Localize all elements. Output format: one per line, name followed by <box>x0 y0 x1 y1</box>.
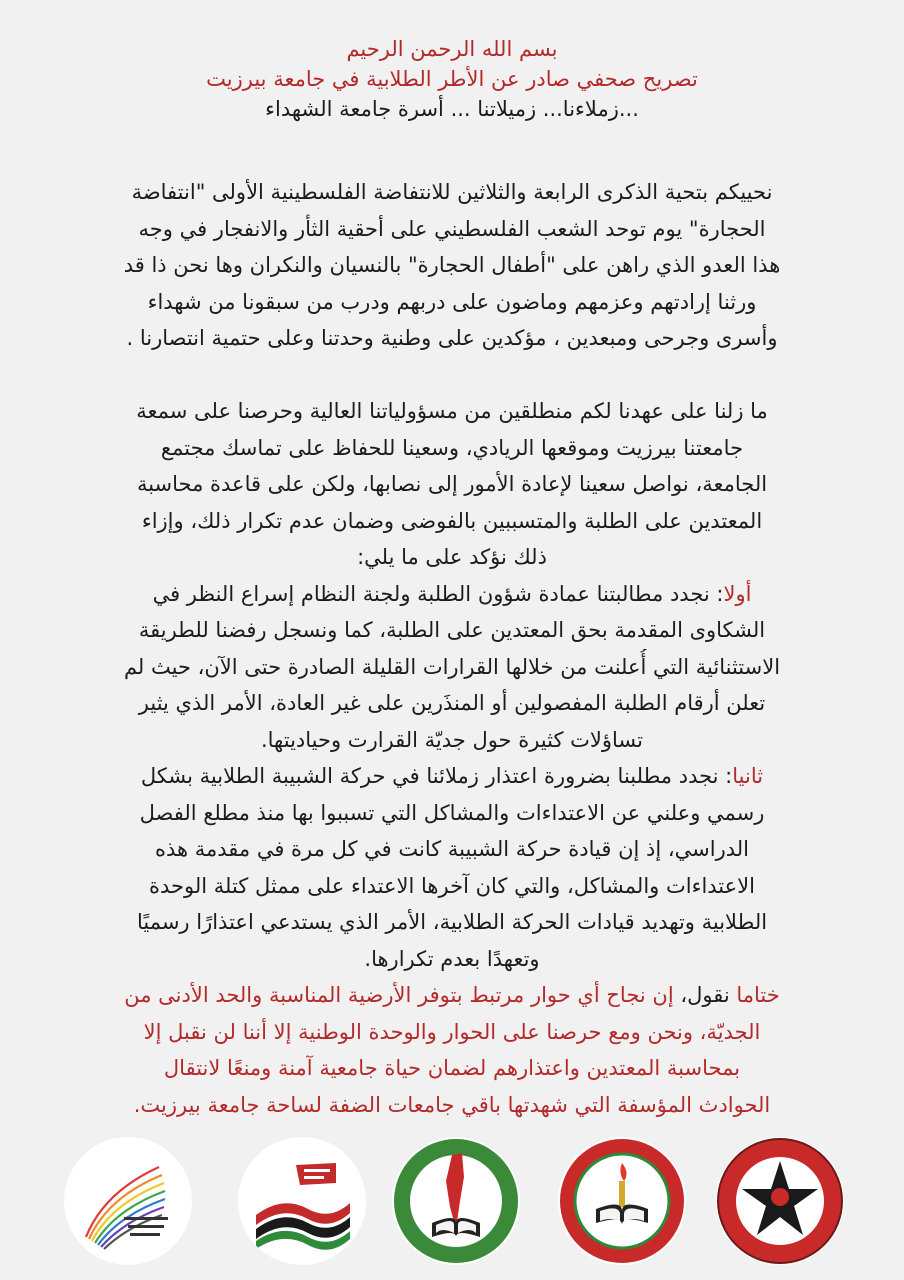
text-line: رسمي وعلني عن الاعتداءات والمشاكل التي تسببوا بها منذ مطلع الفصل <box>139 800 765 825</box>
text-line: وأسرى وجرحى ومبعدين ، مؤكدين على وطنية وحدتنا وعلى حتمية انتصارنا . <box>126 326 778 350</box>
text-line: الشكاوى المقدمة بحق المعتدين على الطلبة، كما ونسجل رفضنا للطريقة <box>138 618 766 642</box>
union-bloc-logo <box>238 1137 366 1265</box>
header <box>0 34 904 124</box>
closing-label: ختاما <box>736 983 780 1007</box>
second-lead: : نجدد مطلبنا بضرورة اعتذار زملائنا في حركة الشبيبة الطلابية بشكل <box>140 764 733 788</box>
text-line: الجامعة، نواصل سعينا لإعادة الأمور إلى نصابها، ولكن على قاعدة محاسبة <box>136 472 768 496</box>
second-label: ثانيا <box>732 764 764 788</box>
text-line: بمحاسبة المعتدين واعتذارهم لضمان حياة جامعية آمنة ومنعًا لانتقال <box>163 1056 741 1080</box>
logos-row <box>0 1137 904 1267</box>
text-line: ما زلنا على عهدنا لكم منطلقين من مسؤولياتنا العالية وحرصنا على سمعة <box>136 399 768 423</box>
second-point <box>60 758 844 795</box>
closing-lead: إن نجاح أي حوار مرتبط بتوفر الأرضية المناسبة والحد الأدنى من <box>124 983 674 1007</box>
first-lead: : نجدد مطالبتنا عمادة شؤون الطلبة ولجنة النظام إسراع النظر في <box>152 581 724 606</box>
text-line: الحجارة" يوم توحد الشعب الفلسطيني على أحقية الثأر والانفجار في وجه <box>138 216 766 241</box>
student-unity-bloc-logo <box>716 1137 844 1265</box>
progressive-bloc-logo <box>64 1137 192 1265</box>
text-line: الطلابية وتهديد قيادات الحركة الطلابية، الأمر الذي يستدعي اعتذارًا رسميًا <box>136 910 768 934</box>
first-point <box>60 576 844 613</box>
text-line: الاستثنائية التي أُعلنت من خلالها القرارات القليلة الصادرة حتى الآن، حيث لم <box>123 654 781 679</box>
closing-point <box>60 977 844 1014</box>
statement-body <box>60 174 844 1123</box>
text-line: تساؤلات كثيرة حول جديّة القرارت وحياديتها. <box>260 727 644 752</box>
closing-word: نقول، <box>673 983 737 1007</box>
text-line: ورثنا إرادتهم وعزمهم وماضون على دربهم ودرب من سبقونا من شهداء <box>147 289 757 314</box>
text-line: ذلك نؤكد على ما يلي: <box>357 545 547 569</box>
text-line: وتعهدًا بعدم تكرارها. <box>364 946 540 971</box>
text-line: المعتدين على الطلبة والمتسببين بالفوضى وضمان عدم تكرار ذلك، وإزاء <box>141 508 763 533</box>
text-line: الاعتداءات والمشاكل، والتي كان آخرها الاعتداء على ممثل كتلة الوحدة <box>149 873 755 898</box>
basmala: بسم الله الرحمن الرحيم <box>346 37 558 61</box>
text-line: الدراسي، إذ إن قيادة حركة الشبيبة كانت في كل مرة في مقدمة هذه <box>154 837 750 861</box>
text-line: تعلن أرقام الطلبة المفصولين أو المنذَرين على غير العادة، الأمر الذي يثير <box>138 691 766 715</box>
text-line: جامعتنا بيرزيت وموقعها الريادي، وسعينا للحفاظ على تماسك مجتمع <box>160 435 744 460</box>
text-line: هذا العدو الذي راهن على "أطفال الحجارة" بالنسيان والنكران وها نحن ذا قد <box>123 253 781 277</box>
palestine-bloc-logo <box>558 1137 686 1265</box>
first-label: أولا <box>723 581 752 606</box>
text-line: الجديّة، ونحن ومع حرصنا على الحوار والوحدة الوطنية إلا أننا لن نقبل إلا <box>143 1019 761 1044</box>
islamic-bloc-logo <box>392 1137 520 1265</box>
statement-title: تصريح صحفي صادر عن الأطر الطلابية في جامعة بيرزيت <box>206 67 698 91</box>
text-line: نحييكم بتحية الذكرى الرابعة والثلاثين للانتفاضة الفلسطينية الأولى "انتفاضة <box>131 180 773 204</box>
text-line: الحوادث المؤسفة التي شهدتها باقي جامعات الضفة لساحة جامعة بيرزيت. <box>133 1092 771 1117</box>
greeting: زملاءنا... زميلاتنا ... أسرة جامعة الشهداء... <box>265 97 639 121</box>
